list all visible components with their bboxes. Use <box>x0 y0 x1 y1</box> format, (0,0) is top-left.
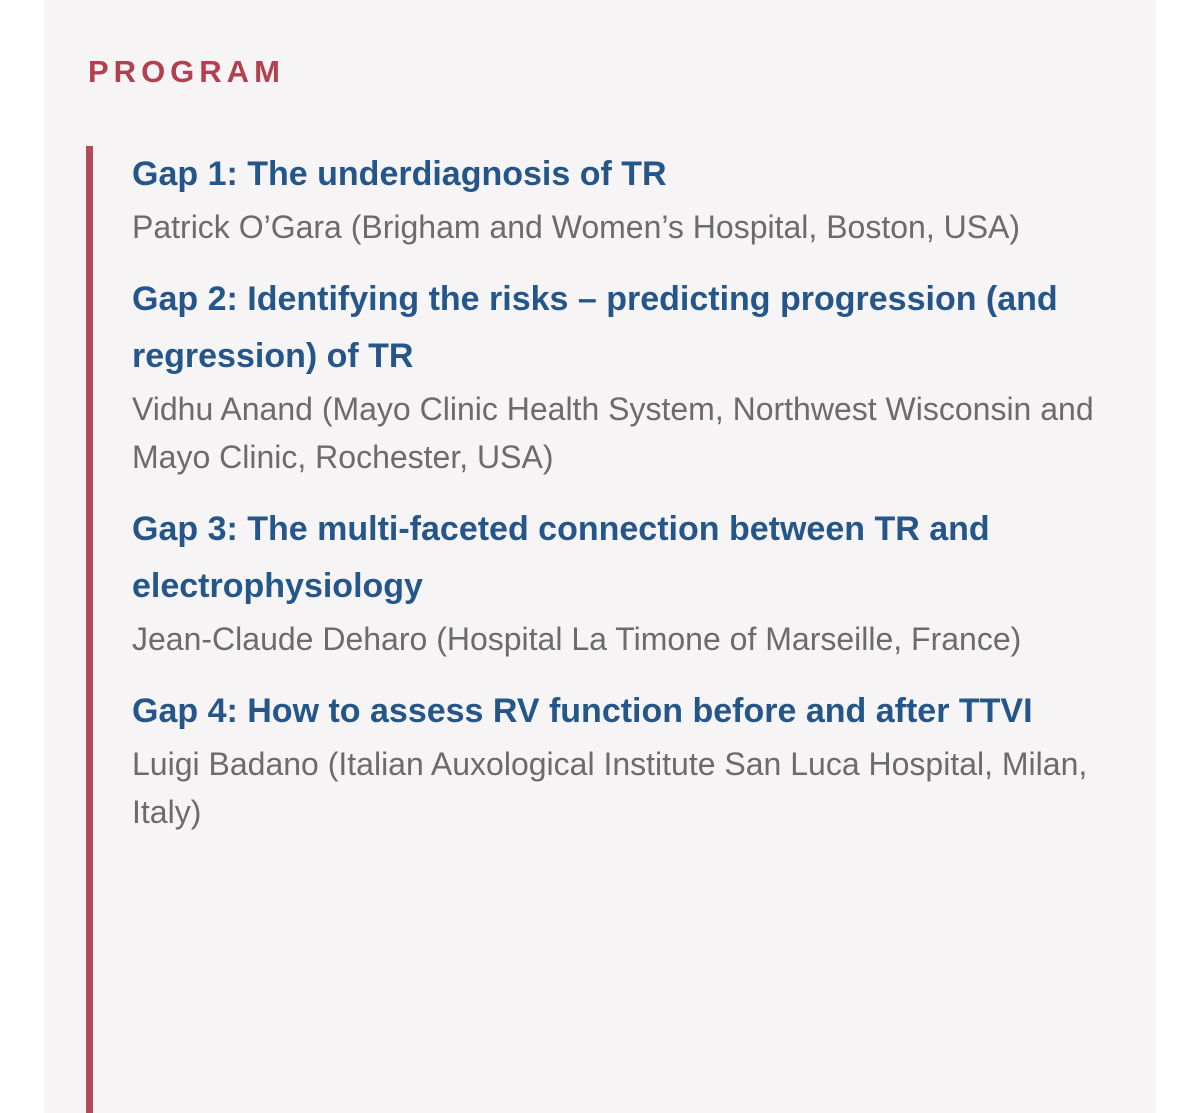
program-item-gap-1 <box>132 146 1133 251</box>
program-list <box>86 146 1133 1113</box>
program-item-title: Gap 1: The underdiagnosis of TR <box>132 155 667 193</box>
program-heading: PROGRAM <box>88 54 285 89</box>
program-item-title: Gap 4: How to assess RV function before and after TTVI <box>132 692 1033 730</box>
program-item-gap-2 <box>132 271 1133 481</box>
program-card <box>44 0 1156 1113</box>
program-item-gap-4 <box>132 683 1133 836</box>
program-item-speaker: Luigi Badano (Italian Auxological Institute San Luca Hospital, Milan, Italy) <box>132 746 1088 830</box>
program-item-speaker: Jean-Claude Deharo (Hospital La Timone of Marseille, France) <box>132 621 1022 657</box>
program-item-speaker: Patrick O’Gara (Brigham and Women’s Hospital, Boston, USA) <box>132 209 1021 245</box>
program-item-speaker: Vidhu Anand (Mayo Clinic Health System, Northwest Wisconsin and Mayo Clinic, Rochester, USA) <box>132 391 1094 475</box>
program-item-title: Gap 2: Identifying the risks – predicting progression (and regression) of TR <box>132 280 1058 375</box>
program-item-title: Gap 3: The multi-faceted connection between TR and electrophysiology <box>132 510 990 605</box>
program-item-gap-3 <box>132 501 1133 663</box>
